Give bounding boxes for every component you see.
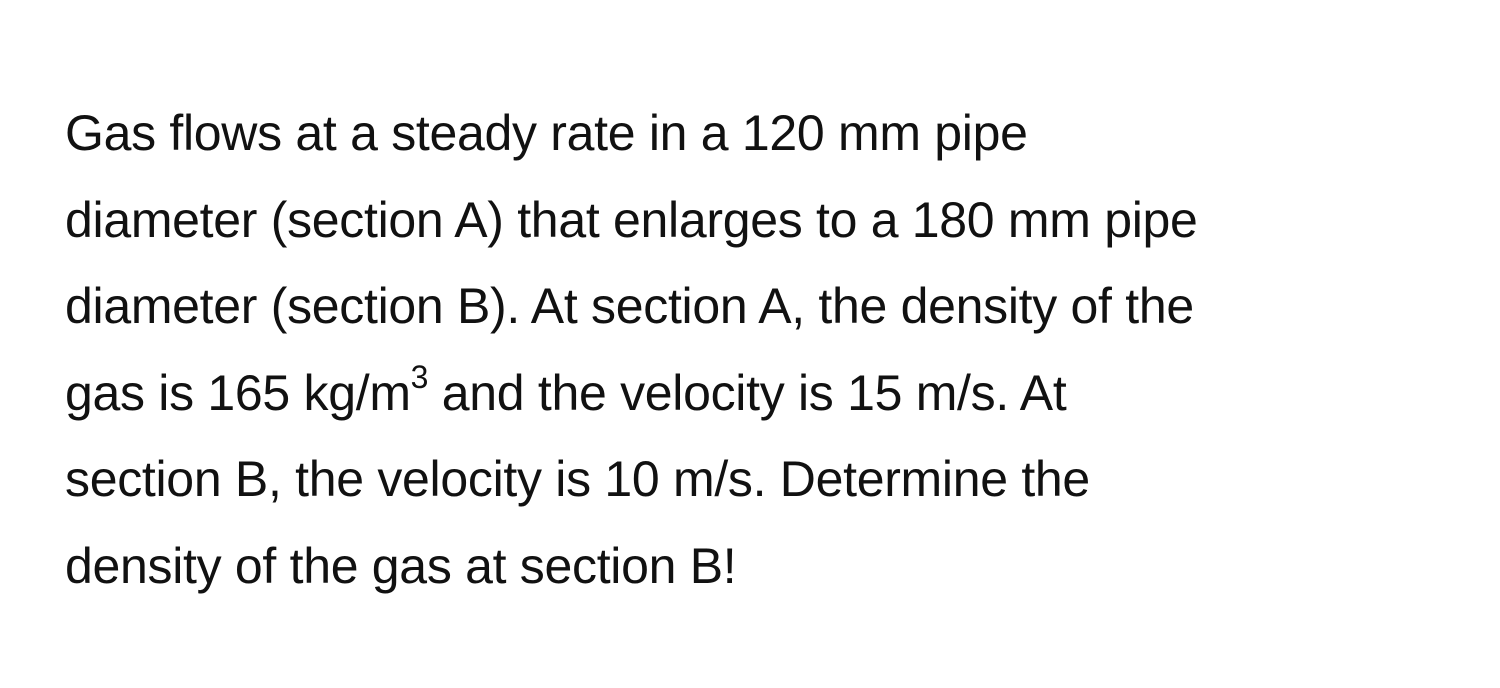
velocity-text: and the velocity is 15 m/s. At	[428, 364, 1067, 421]
problem-statement	[65, 90, 1465, 609]
problem-line-5: section B, the velocity is 10 m/s. Determine the	[65, 451, 1090, 507]
problem-line-6: density of the gas at section B!	[65, 537, 737, 594]
problem-line-2: diameter (section A) that enlarges to a 180 mm pipe	[65, 191, 1198, 248]
problem-line-4	[65, 350, 1465, 437]
density-text: gas is 165 kg/m	[65, 364, 411, 421]
problem-line-3: diameter (section B). At section A, the density of the	[65, 278, 1194, 334]
problem-line-1: Gas flows at a steady rate in a 120 mm pipe	[65, 105, 1028, 161]
cubic-exponent: 3	[410, 358, 429, 395]
